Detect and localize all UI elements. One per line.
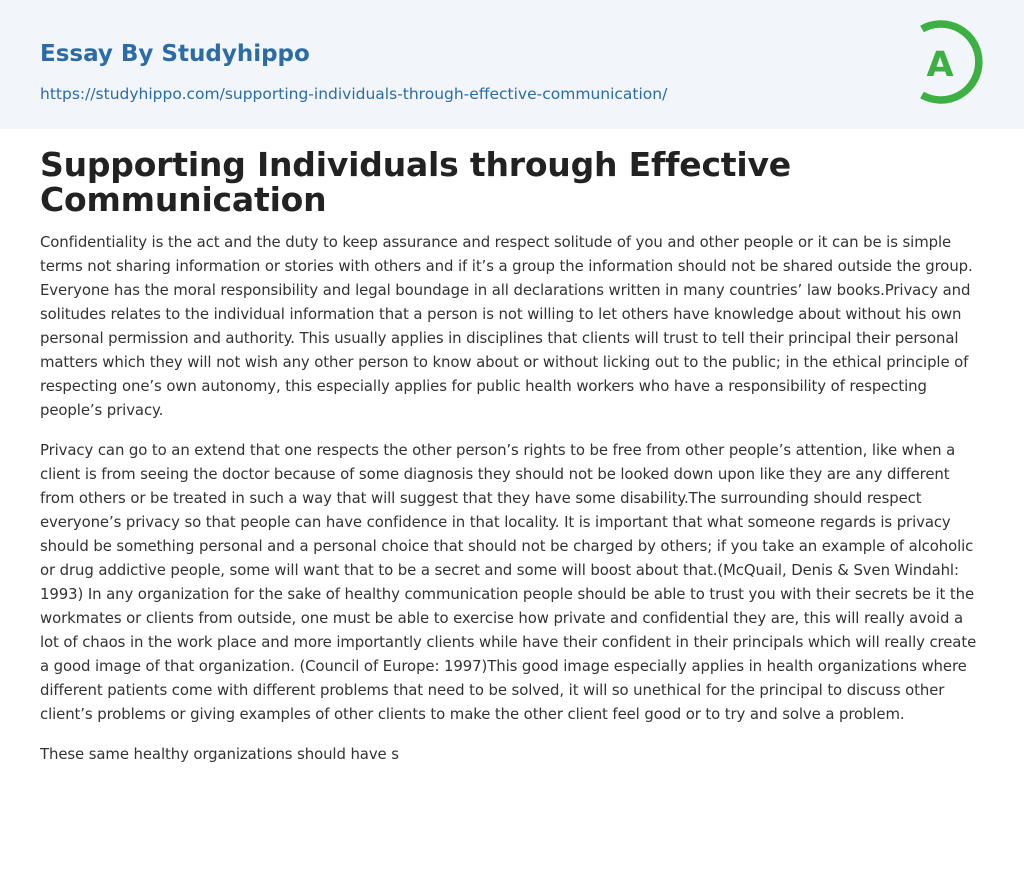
essay-title: Supporting Individuals through Effective Communication	[40, 145, 791, 219]
site-header	[0, 0, 1024, 129]
essay-paragraph: These same healthy organizations should have s	[40, 745, 399, 763]
essay-paragraph: Privacy can go to an extend that one respects the other person’s rights to be free from other people’s attention, like when a client is from seeing the doctor because of some diagnosis they should not be looked down upon like they are any different from others or be treated in such a way that will suggest that they have some disability.The surrounding should respect everyone’s privacy so that people can have confidence in that locality. It is important that what someone regards is privacy should be something personal and a personal choice that should not be charged by others; if you take an example of alcoholic or drug addictive people, some will want that to be a secret and some will boost about that.(McQuail, Denis & Sven Windahl: 1993) In any organization for the sake of healthy communication people should be able to trust you with their secrets be it the workmates or clients from outside, one must be able to exercise how private and confidential they are, this will really avoid a lot of chaos in the work place and more importantly clients while have their confident in their principals which will really create a good image of that organization. (Council of Europe: 1997)This good image especially applies in health organizations where different patients come with different problems that need to be solved, it will so unethical for the principal to discuss other client’s problems or giving examples of other clients to make the other client feel good or to try and solve a problem.	[40, 441, 977, 723]
essay-content	[40, 147, 984, 782]
studyhippo-logo-icon[interactable]	[912, 19, 986, 105]
essay-paragraph: Confidentiality is the act and the duty to keep assurance and respect solitude of you and other people or it can be is simple terms not sharing information or stories with others and if it’s a group the information should not be shared outside the group. Everyone has the moral responsibility and legal boundage in all declarations written in many countries’ law books.Privacy and solitudes relates to the individual information that a person is not willing to let others have knowledge about without his own personal permission and authority. This usually applies in disciplines that clients will trust to tell their principal their personal matters which they will not wish any other person to know about or without licking out to the public; in the ethical principle of respecting one’s own autonomy, this especially applies for public health workers who have a responsibility of respecting people’s privacy.	[40, 233, 973, 419]
logo-letter: A	[926, 45, 954, 85]
source-url-link[interactable]: https://studyhippo.com/supporting-individuals-through-effective-communication/	[40, 85, 668, 103]
brand-title[interactable]: Essay By Studyhippo	[40, 41, 310, 67]
